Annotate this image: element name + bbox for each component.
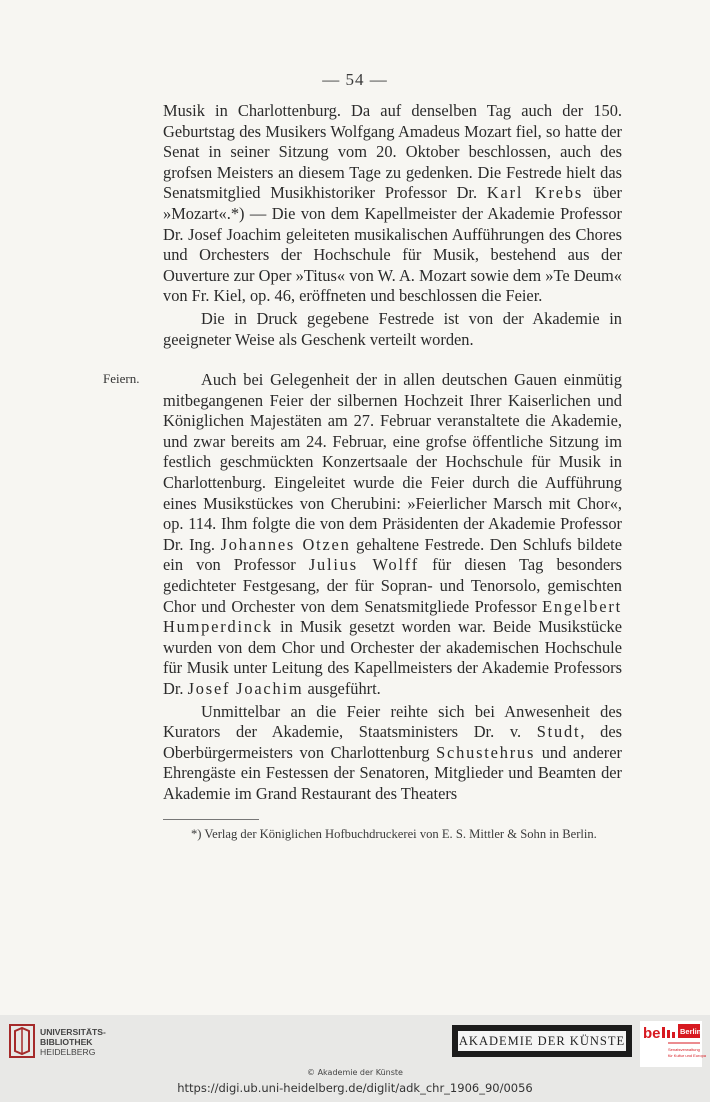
footnote-text: *) Verlag der Königlichen Hofbuchdruckerei von E. S. Mittler & Sohn in Berlin. xyxy=(191,827,597,841)
person-name-studt: Studt xyxy=(536,722,581,742)
svg-text:Berlin: Berlin xyxy=(680,1027,702,1036)
paragraph-3-part-5: ausgeführt. xyxy=(303,678,381,698)
person-name-wolff: Julius Wolff xyxy=(308,555,420,575)
paragraph-4-part-3: und anderer Ehrengäste ein Festessen der Senatoren, Mitglieder und Beamten der Akademie im Grand Restaurant des Theaters xyxy=(163,742,622,803)
svg-text:be: be xyxy=(643,1025,661,1042)
footnote-divider xyxy=(163,819,259,820)
svg-text:für Kultur und Europa: für Kultur und Europa xyxy=(668,1053,707,1058)
person-name-otzen: Johannes Otzen xyxy=(220,534,351,554)
paragraph-3 xyxy=(163,370,622,804)
person-name-schustehrus: Schustehrus xyxy=(436,742,536,762)
person-name-humperdinck: Engelbert Humperdinck xyxy=(163,596,622,637)
source-url-link[interactable]: https://digi.ub.uni-heidelberg.de/diglit/adk_chr_1906_90/0056 xyxy=(177,1081,533,1095)
university-library-logo-icon[interactable] xyxy=(9,1024,35,1058)
footnote xyxy=(163,826,622,842)
person-name-krebs: Karl Krebs xyxy=(486,183,584,203)
paragraph-3-part-2: gehaltene Festrede. Den Schlufs bildete ein von Professor xyxy=(163,534,622,575)
person-name-joachim: Josef Joachim xyxy=(187,678,304,698)
library-line-3: HEIDELBERG xyxy=(40,1047,96,1057)
library-line-1: UNIVERSITÄTS- xyxy=(40,1027,106,1037)
paragraph-3-part-1: Auch bei Gelegenheit der in allen deutschen Gauen einmütig mitbegangenen Feier der silbernen Hochzeit Ihrer Kaiserlichen und Königlichen Majestäten am 27. Februar veranstaltete die Akademie, und zwar bereits am 24. Februar, eine grofse öffentliche Sitzung im festlich geschmückten Konzertsaale der Hochschule für Musik in Charlottenburg. Eingeleitet wurde die Feier durch die Aufführung eines Musikstückes von Cherubini: »Feierlicher Marsch mit Chor«, op. 114. Ihm folgte die von dem Präsidenten der Akademie Professor Dr. Ing. xyxy=(163,370,622,554)
svg-text:Senatsverwaltung: Senatsverwaltung xyxy=(668,1047,700,1052)
paragraph-1 xyxy=(163,101,622,350)
margin-note: Feiern. xyxy=(103,371,140,386)
paragraph-4-part-2: , des Oberbürgermeisters von Charlottenburg xyxy=(163,722,622,762)
paragraph-3-part-4: in Musik gesetzt worden war. Beide Musikstücke wurden von dem Chor und Orchester der akademischen Hochschule für Musik unter Leitung des Kapellmeisters der Akademie Professors Dr. xyxy=(163,617,622,698)
akademie-logo[interactable] xyxy=(452,1025,632,1057)
paragraph-3-part-3: für diesen Tag besonders gedichteter Festgesang, der für Sopran- und Tenorsolo, gemischten Chor und Orchester von dem Senatsmitgliede Professor xyxy=(163,555,622,616)
paragraph-4 xyxy=(163,702,622,805)
paragraph-1-part-2: über »Mozart«.*) — Die von dem Kapellmeister der Akademie Professor Dr. Josef Joachim geleiteten musikalischen Aufführungen des Chores und Orchesters der Hochschule für Musik, bestehend aus der Ouverture zur Oper »Titus« von W. A. Mozart sowie dem »Te Deum« von Fr. Kiel, op. 46, eröffneten und beschlossen die Feier. xyxy=(163,183,622,306)
paragraph-2: Die in Druck gegebene Festrede ist von der Akademie in geeigneter Weise als Geschenk verteilt worden. xyxy=(163,308,622,349)
paragraph-4-part-1: Unmittelbar an die Feier reihte sich bei Anwesenheit des Kurators der Akademie, Staatsministers Dr. v. xyxy=(163,701,622,742)
page-number: — 54 — xyxy=(322,70,388,89)
university-library-name[interactable] xyxy=(40,1027,106,1057)
akademie-label: AKADEMIE DER KÜNSTE xyxy=(458,1031,626,1051)
berlin-senate-logo-icon[interactable] xyxy=(640,1021,707,1067)
copyright-text: © Akademie der Künste xyxy=(307,1068,403,1077)
library-line-2: BIBLIOTHEK xyxy=(40,1037,93,1047)
paragraph-1-part-1: Musik in Charlottenburg. Da auf denselben Tag auch der 150. Geburtstag des Musikers Wolfgang Amadeus Mozart fiel, so hatte der Senat in seiner Sitzung vom 20. Oktober beschlossen, auch des grofsen Meisters an diesem Tage zu gedenken. Die Festrede hielt das Senatsmitglied Musikhistoriker Professor Dr. xyxy=(163,101,622,203)
